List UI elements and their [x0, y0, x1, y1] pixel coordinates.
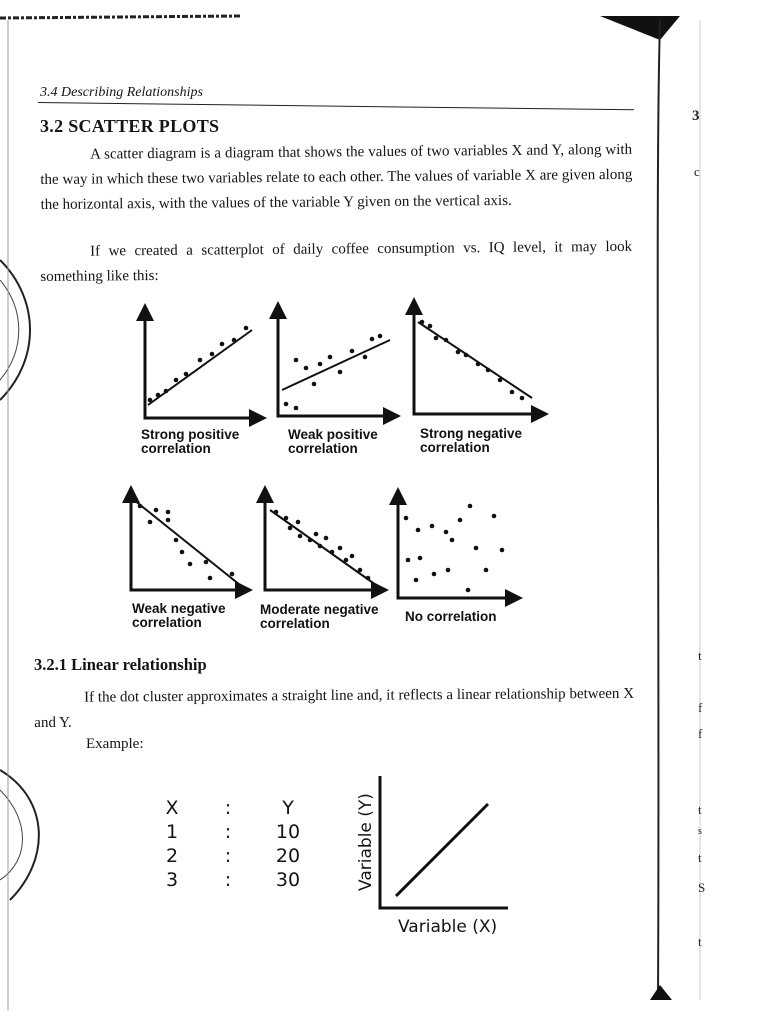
- table-y-column: [272, 796, 304, 892]
- margin-fragment: t: [698, 648, 702, 663]
- margin-fragment: t: [698, 934, 702, 949]
- example-intro-paragraph: If we created a scatterplot of daily coffee consumption vs. IQ level, it may look something like this:: [40, 238, 633, 285]
- table-separator-column: : : : :: [224, 797, 232, 891]
- y-header: Y: [282, 797, 294, 819]
- y-axis-label: Variable (Y): [356, 793, 376, 891]
- caption-moderate-negative: Moderate negative correlation: [260, 602, 379, 631]
- x-value: 2: [165, 845, 179, 867]
- trend-line-weak-negative: [134, 500, 240, 585]
- plot-weak-positive-axes: [278, 310, 392, 416]
- table-x-column: [162, 796, 182, 892]
- margin-fragment: S: [698, 880, 706, 895]
- subsection-title: 3.2.1 Linear relationship: [34, 655, 207, 674]
- section-title: 3.2 SCATTER PLOTS: [40, 116, 220, 136]
- trend-line-strong-positive: [148, 330, 252, 405]
- trend-line-weak-positive: [282, 340, 390, 390]
- margin-fragment: f: [698, 726, 703, 741]
- x-header: X: [165, 797, 179, 819]
- x-value: 1: [165, 821, 179, 843]
- intro-paragraph: A scatter diagram is a diagram that shows the values of two variables X and Y, along with the way in which these two variables relate to each other. The values of variable X are given along the horizontal axis, with the values of the variable Y given on the vertical axis.: [40, 141, 633, 213]
- trend-line-strong-negative: [418, 322, 532, 398]
- dots-weak-positive: [284, 334, 383, 411]
- dots-no-correlation: [404, 504, 505, 593]
- margin-fragment: t: [698, 802, 702, 817]
- y-value: 10: [275, 821, 301, 843]
- plot-no-correlation-axes: [398, 496, 514, 598]
- x-value: 3: [165, 869, 179, 891]
- margin-fragment: t: [698, 850, 702, 865]
- margin-fragment: 3: [692, 108, 700, 124]
- margin-fragment: c: [694, 164, 700, 179]
- caption-weak-positive: Weak positive correlation: [288, 427, 378, 456]
- trend-line-moderate-negative: [270, 510, 376, 585]
- margin-fragment: f: [698, 700, 703, 715]
- dots-strong-positive: [148, 326, 249, 403]
- y-value: 20: [275, 845, 301, 867]
- example-label: Example:: [86, 736, 144, 752]
- caption-weak-negative: Weak negative correlation: [132, 601, 226, 630]
- plot-strong-positive-axes: [145, 312, 258, 418]
- linear-relationship-paragraph: If the dot cluster approximates a straight line and, it reflects a linear relationship between X and Y.: [34, 685, 635, 731]
- x-axis-label: Variable (X): [398, 917, 498, 937]
- caption-strong-positive: Strong positive correlation: [141, 427, 240, 456]
- y-value: 30: [275, 869, 301, 891]
- running-head: 3.4 Describing Relationships: [40, 85, 203, 100]
- margin-fragment: s: [698, 826, 702, 837]
- caption-strong-negative: Strong negative correlation: [420, 426, 523, 455]
- dots-strong-negative: [420, 320, 525, 401]
- caption-no-correlation: No correlation: [405, 609, 497, 624]
